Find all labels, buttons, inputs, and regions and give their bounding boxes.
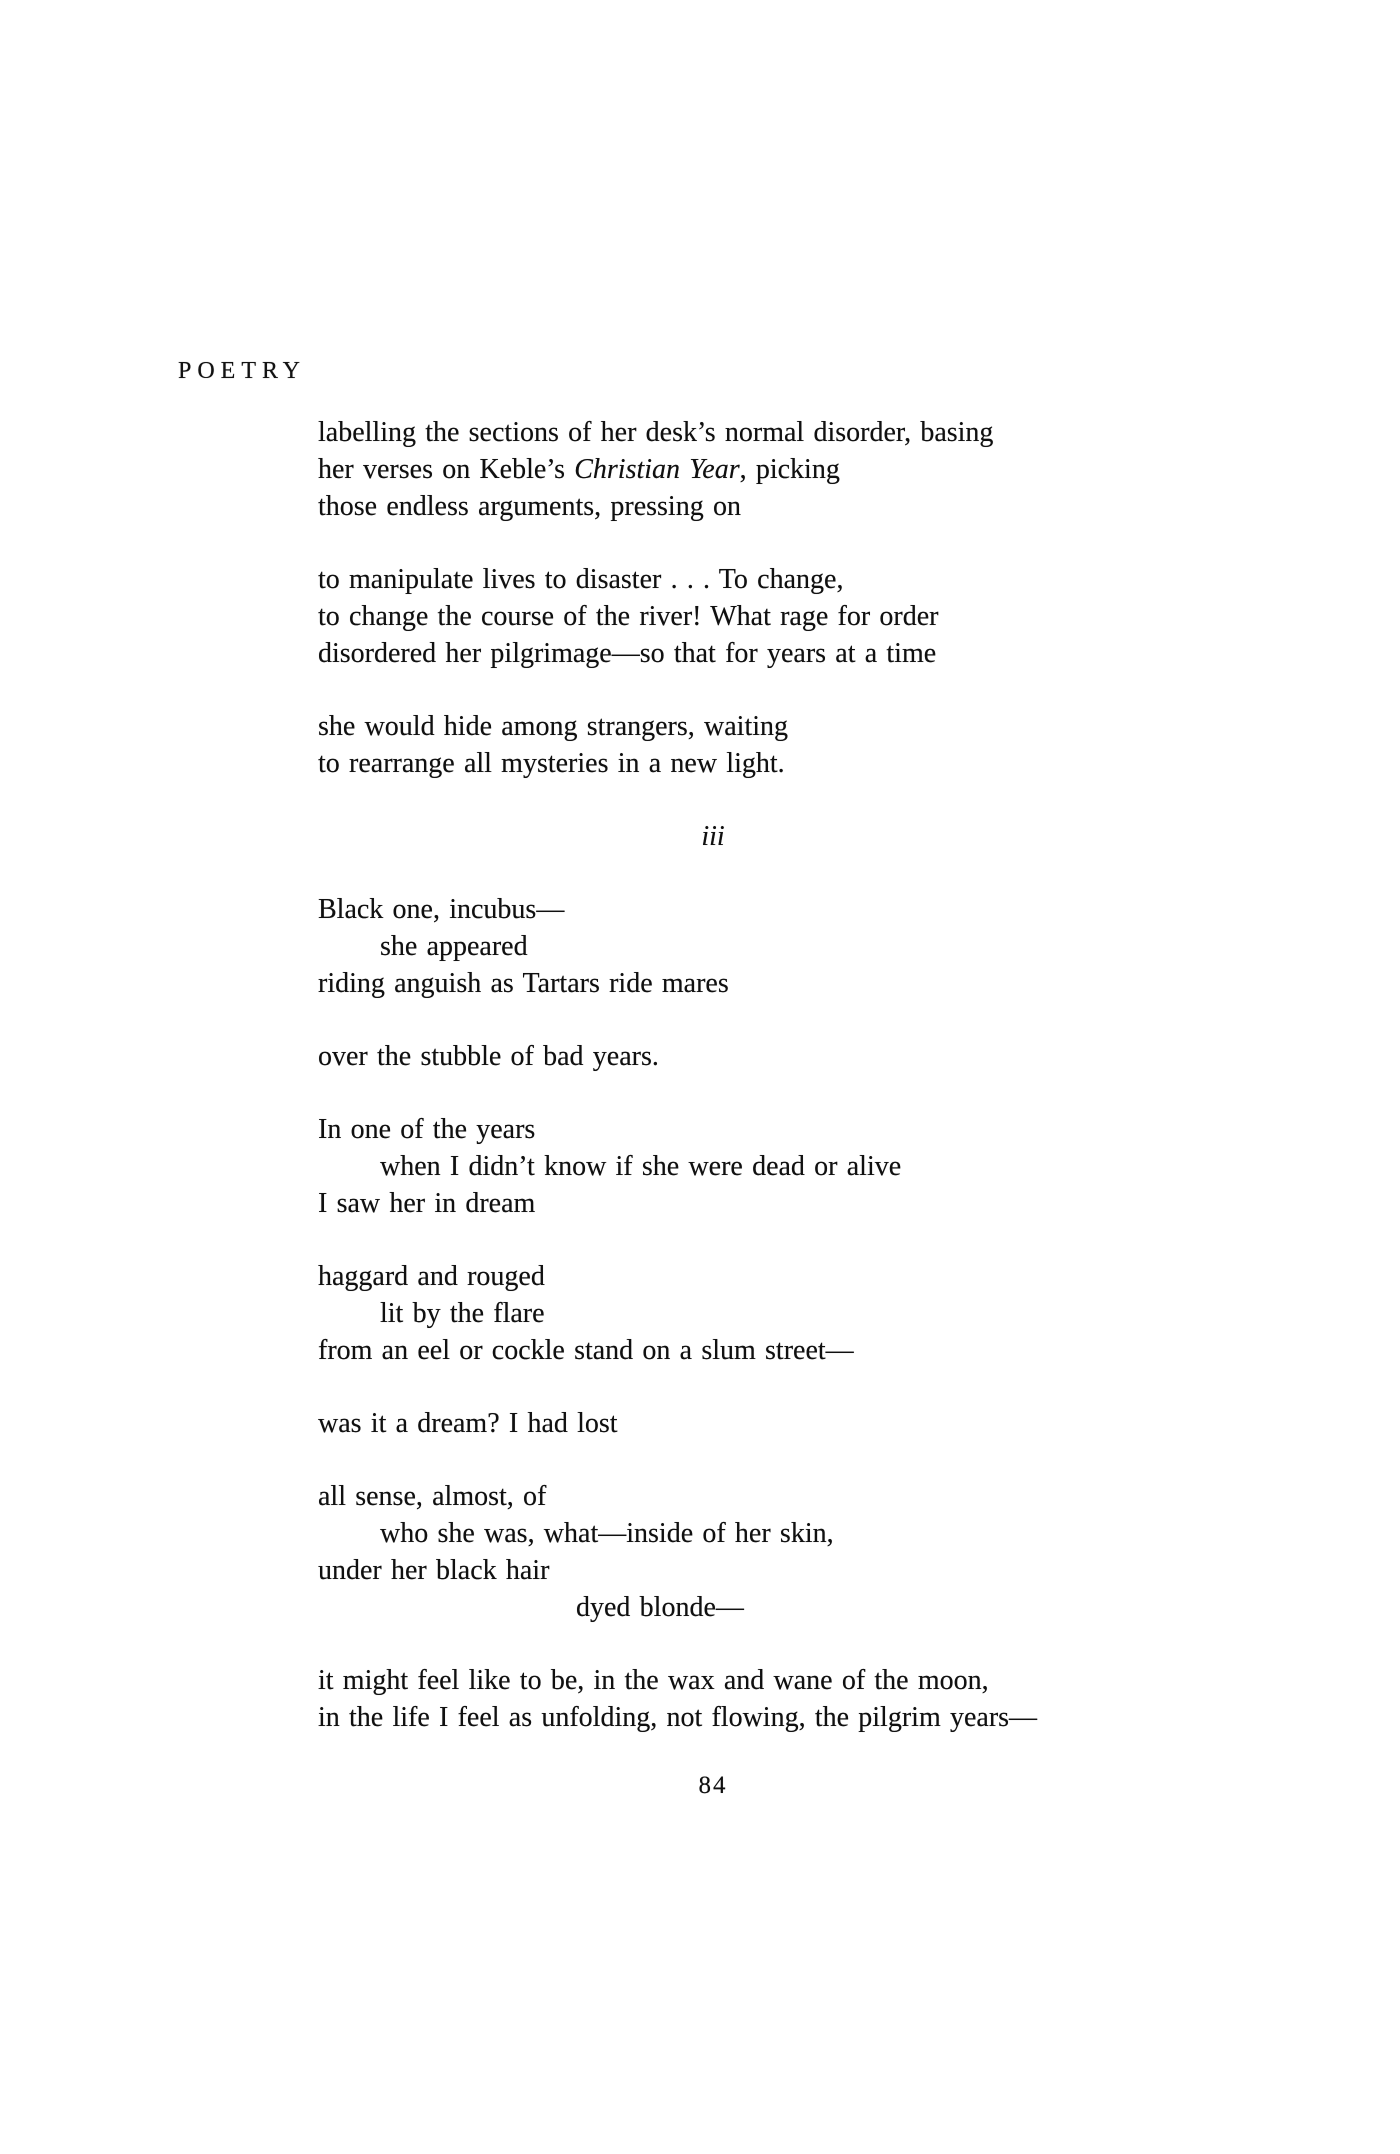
poem	[318, 414, 1118, 1772]
poem-line	[318, 965, 1118, 1002]
poem-segment: , picking	[739, 454, 840, 485]
poem-segment: was it a dream? I had lost	[318, 1408, 618, 1439]
poem-segment: to change the course of the river! What rage for order	[318, 601, 939, 632]
poem-segment: to manipulate lives to disaster . . . To change,	[318, 564, 844, 595]
stanza	[318, 708, 1118, 782]
poem-segment: to rearrange all mysteries in a new light.	[318, 748, 785, 779]
poem-line	[380, 1515, 1118, 1552]
poem-segment: in the life I feel as unfolding, not flowing, the pilgrim years—	[318, 1702, 1038, 1733]
poem-line	[318, 1258, 1118, 1295]
running-header: POETRY	[178, 358, 307, 384]
poem-line	[318, 1405, 1118, 1442]
poem-line	[318, 1185, 1118, 1222]
stanza	[318, 1038, 1118, 1075]
poem-segment: riding anguish as Tartars ride mares	[318, 968, 729, 999]
poem-segment-italic: Christian Year	[574, 454, 740, 485]
poem-segment: under her black hair	[318, 1555, 550, 1586]
poem-line	[318, 488, 1118, 525]
poem-line	[318, 1552, 1118, 1589]
poem-segment: Black one, incubus—	[318, 894, 565, 925]
poem-segment: she would hide among strangers, waiting	[318, 711, 789, 742]
poem-line	[380, 1148, 1118, 1185]
poem-line	[318, 1111, 1118, 1148]
poem-line	[318, 1038, 1118, 1075]
poem-segment: haggard and rouged	[318, 1261, 545, 1292]
stanza	[318, 1478, 1118, 1626]
poem-segment: In one of the years	[318, 1114, 536, 1145]
poem-line	[576, 1589, 1118, 1626]
poem-line	[318, 635, 1118, 672]
poem-line	[318, 1332, 1118, 1369]
poem-segment: who she was, what—inside of her skin,	[380, 1518, 834, 1549]
poem-line	[318, 598, 1118, 635]
poem-line	[318, 1478, 1118, 1515]
poem-line	[318, 1662, 1118, 1699]
poem-line	[318, 708, 1118, 745]
poem-segment: those endless arguments, pressing on	[318, 491, 741, 522]
page-number: 84	[698, 1772, 728, 1799]
poem-segment: she appeared	[380, 931, 528, 962]
stanza	[318, 1662, 1118, 1736]
poem-segment: when I didn’t know if she were dead or alive	[380, 1151, 902, 1182]
poem-line	[318, 745, 1118, 782]
stanza	[318, 1111, 1118, 1222]
poem-line	[380, 1295, 1118, 1332]
poem-segment: it might feel like to be, in the wax and wane of the moon,	[318, 1665, 989, 1696]
poem-segment: her verses on Keble’s	[318, 454, 575, 485]
stanza	[318, 1258, 1118, 1369]
poem-line	[380, 928, 1118, 965]
poem-segment: dyed blonde—	[576, 1592, 744, 1623]
poem-line	[318, 414, 1118, 451]
poem-line	[318, 561, 1118, 598]
poem-segment: disordered her pilgrimage—so that for years at a time	[318, 638, 937, 669]
poem-segment: over the stubble of bad years.	[318, 1041, 659, 1072]
stanza	[318, 414, 1118, 525]
stanza	[318, 891, 1118, 1002]
stanza	[318, 561, 1118, 672]
poem-segment: all sense, almost, of	[318, 1481, 547, 1512]
section-label: iii	[701, 821, 725, 852]
stanza	[318, 1405, 1118, 1442]
poem-line	[318, 451, 1118, 488]
poem-segment: lit by the flare	[380, 1298, 545, 1329]
poem-segment: from an eel or cockle stand on a slum street—	[318, 1335, 854, 1366]
poem-segment: I saw her in dream	[318, 1188, 536, 1219]
poem-line	[318, 891, 1118, 928]
poem-segment: labelling the sections of her desk’s normal disorder, basing	[318, 417, 994, 448]
poem-line	[318, 1699, 1118, 1736]
